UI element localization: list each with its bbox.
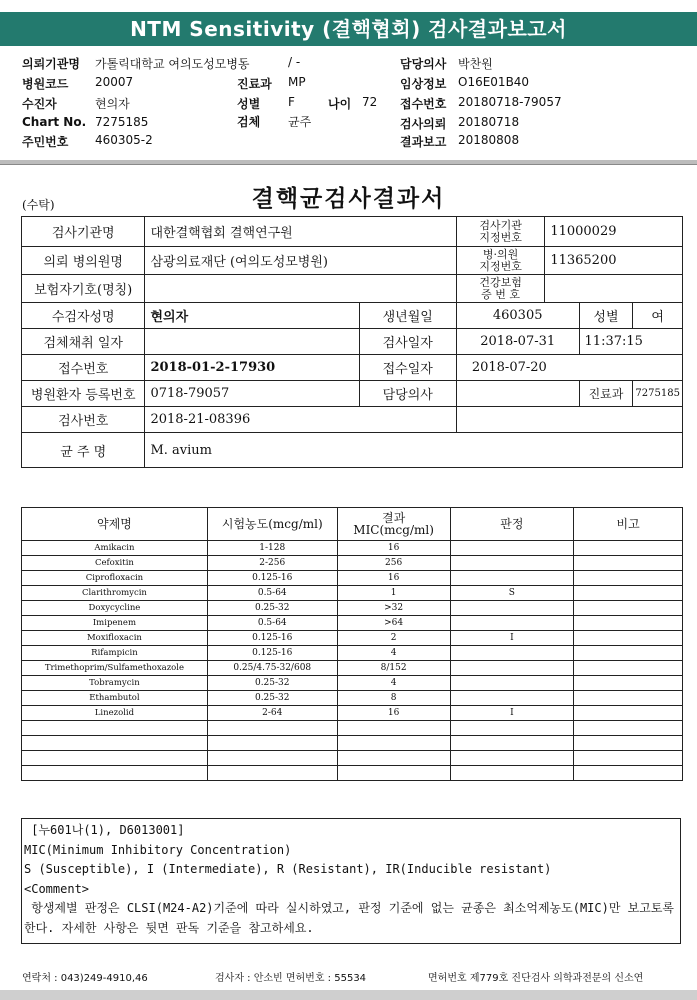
test-date-value: 2018-07-31 xyxy=(456,329,579,355)
table-row xyxy=(22,691,683,706)
chart-value: 7275185 xyxy=(95,115,149,129)
table-cell xyxy=(22,736,208,751)
note-line: MIC(Minimum Inhibitory Concentration) xyxy=(24,842,292,857)
table-row xyxy=(22,736,683,751)
table-cell xyxy=(450,571,574,586)
clinical-value: O16E01B40 xyxy=(458,75,530,89)
table-cell: 2-64 xyxy=(207,706,337,721)
table-cell xyxy=(22,751,208,766)
table-row xyxy=(22,556,683,571)
table-cell xyxy=(574,736,683,751)
sex-value: F xyxy=(288,95,295,109)
footer-license: 면허번호 제779호 진단검사 의학과전문의 신소연 xyxy=(428,973,644,984)
table-cell xyxy=(450,736,574,751)
form-tag: (수탁) xyxy=(22,198,55,212)
clinical-label: 임상정보 xyxy=(400,77,447,91)
table-cell xyxy=(450,601,574,616)
table-cell xyxy=(574,721,683,736)
birth-label: 생년월일 xyxy=(359,303,456,329)
report-label: 결과보고 xyxy=(400,135,447,149)
table-cell xyxy=(337,736,450,751)
table-row xyxy=(22,676,683,691)
table-cell: 0.125-16 xyxy=(207,571,337,586)
table-row xyxy=(22,721,683,736)
receipt-value: 2018-01-2-17930 xyxy=(145,355,359,381)
strain-label: 균 주 명 xyxy=(22,433,145,468)
test-date-label: 검사일자 xyxy=(359,329,456,355)
table-cell xyxy=(574,676,683,691)
table-cell xyxy=(574,766,683,781)
note-line: [누601나(1), D6013001] xyxy=(24,823,185,837)
notes-box xyxy=(21,818,681,944)
table-cell xyxy=(574,601,683,616)
rrn-label: 주민번호 xyxy=(22,135,69,149)
strain-value: M. avium xyxy=(145,433,683,468)
table-cell xyxy=(574,541,683,556)
age-value: 72 xyxy=(362,95,378,109)
table-cell: Ciprofloxacin xyxy=(22,571,208,586)
table-cell xyxy=(450,691,574,706)
test-no-value: 2018-21-08396 xyxy=(145,407,456,433)
birth-value: 460305 xyxy=(456,303,579,329)
test-no-label: 검사번호 xyxy=(22,407,145,433)
table-cell xyxy=(450,751,574,766)
rrn-value: 460305-2 xyxy=(95,133,153,147)
reg-value: 0718-79057 xyxy=(145,381,359,407)
table-cell: 0.125-16 xyxy=(207,631,337,646)
table-cell: Linezolid xyxy=(22,706,208,721)
chart-label: Chart No. xyxy=(22,115,87,129)
table-cell: Ethambutol xyxy=(22,691,208,706)
table-cell xyxy=(450,646,574,661)
receipt-date-label: 접수일자 xyxy=(359,355,456,381)
table-cell xyxy=(207,751,337,766)
name-value: 현의자 xyxy=(145,303,359,329)
table-cell: 0.5-64 xyxy=(207,616,337,631)
patient-label: 수진자 xyxy=(22,97,57,111)
footer-tester: 검사자 : 안소빈 면허번호 : 55534 xyxy=(215,973,367,984)
lab-name-label: 검사기관명 xyxy=(22,217,145,247)
table-cell xyxy=(574,646,683,661)
table-cell xyxy=(207,766,337,781)
footer-contact: 연락처 : 043)249-4910,46 xyxy=(22,973,148,984)
hospital-code-value: 20007 xyxy=(95,75,134,89)
request-label: 검사의뢰 xyxy=(400,117,447,131)
table-cell: 2 xyxy=(337,631,450,646)
table-cell xyxy=(337,766,450,781)
lab-code-value: 11000029 xyxy=(545,217,683,247)
sex-value-form: 여 xyxy=(633,303,683,329)
health-ins-value xyxy=(545,275,683,303)
note-line: 항생제별 판정은 CLSI(M24-A2)기준에 따라 실시하였고, 판정 기준에 없는 균종은 최소억제농도(MIC)만 보고토록 한다. 자세한 사항은 뒷면 판독 기준을 참고하세요. xyxy=(24,901,682,935)
reg-label: 병원환자 등록번호 xyxy=(22,381,145,407)
table-cell xyxy=(574,661,683,676)
table-cell: 16 xyxy=(337,571,450,586)
specimen-label: 검체 xyxy=(237,115,261,129)
table-row xyxy=(22,751,683,766)
bottom-bar xyxy=(0,990,697,1000)
table-cell: 16 xyxy=(337,541,450,556)
insured-label: 보험자기호(명칭) xyxy=(22,275,145,303)
table-cell: S xyxy=(450,586,574,601)
table-cell: 16 xyxy=(337,706,450,721)
note-line: <Comment> xyxy=(24,881,90,896)
receipt-date-value: 2018-07-20 xyxy=(456,355,682,381)
table-row xyxy=(22,616,683,631)
patient-value: 현의자 xyxy=(95,97,130,111)
insured-value xyxy=(145,275,456,303)
header-divider-line xyxy=(0,164,697,165)
table-cell: 0.25/4.75-32/608 xyxy=(207,661,337,676)
hosp-code-label: 병·의원 지정번호 xyxy=(456,247,544,275)
mic-header-cell: 비고 xyxy=(574,508,683,541)
report-value: 20180808 xyxy=(458,133,520,147)
table-cell: Tobramycin xyxy=(22,676,208,691)
table-cell xyxy=(574,751,683,766)
table-cell: 0.25-32 xyxy=(207,676,337,691)
table-cell xyxy=(450,766,574,781)
table-row xyxy=(22,571,683,586)
table-cell: 0.125-16 xyxy=(207,646,337,661)
table-cell: I xyxy=(450,706,574,721)
table-cell: >32 xyxy=(337,601,450,616)
sex-label: 성별 xyxy=(237,97,261,111)
mic-header-cell: 결과 MIC(mcg/ml) xyxy=(337,508,450,541)
table-row xyxy=(22,706,683,721)
table-cell: I xyxy=(450,631,574,646)
specimen-value: 균주 xyxy=(288,115,312,129)
table-cell: >64 xyxy=(337,616,450,631)
table-cell: Moxifloxacin xyxy=(22,631,208,646)
ward-value: / - xyxy=(288,55,301,69)
table-cell xyxy=(337,721,450,736)
table-cell xyxy=(574,616,683,631)
lab-name-value: 대한결핵협회 결핵연구원 xyxy=(145,217,456,247)
table-cell: 4 xyxy=(337,646,450,661)
table-cell xyxy=(22,766,208,781)
table-cell: 0.25-32 xyxy=(207,691,337,706)
table-cell: Clarithromycin xyxy=(22,586,208,601)
table-cell: Amikacin xyxy=(22,541,208,556)
table-cell: Rifampicin xyxy=(22,646,208,661)
table-cell: 0.25-32 xyxy=(207,601,337,616)
doctor-value-form xyxy=(456,381,579,407)
table-cell xyxy=(450,661,574,676)
table-cell xyxy=(574,586,683,601)
table-row xyxy=(22,631,683,646)
table-cell xyxy=(574,571,683,586)
table-row xyxy=(22,601,683,616)
table-cell xyxy=(207,736,337,751)
hosp-code-value: 11365200 xyxy=(545,247,683,275)
table-cell xyxy=(22,721,208,736)
table-cell xyxy=(574,631,683,646)
table-cell: Cefoxitin xyxy=(22,556,208,571)
test-no-empty xyxy=(456,407,682,433)
table-cell: 2-256 xyxy=(207,556,337,571)
dept-label-form: 진료과 xyxy=(579,381,633,407)
table-cell: Doxycycline xyxy=(22,601,208,616)
form-title: 결핵균검사결과서 xyxy=(251,185,446,212)
report-title: NTM Sensitivity (결핵협회) 검사결과보고서 xyxy=(0,12,697,46)
req-hosp-label: 의뢰 병의원명 xyxy=(22,247,145,275)
table-cell: 8 xyxy=(337,691,450,706)
health-ins-label: 건강보험 증 번 호 xyxy=(456,275,544,303)
table-row xyxy=(22,646,683,661)
collect-value xyxy=(145,329,359,355)
doctor-label-form: 담당의사 xyxy=(359,381,456,407)
table-row xyxy=(22,586,683,601)
table-cell: 1-128 xyxy=(207,541,337,556)
table-cell xyxy=(450,721,574,736)
name-label: 수검자성명 xyxy=(22,303,145,329)
table-row xyxy=(22,661,683,676)
table-cell xyxy=(450,541,574,556)
patient-info-table xyxy=(21,216,683,468)
dept-value: MP xyxy=(288,75,306,89)
sex-label-form: 성별 xyxy=(579,303,633,329)
mic-header-cell: 판정 xyxy=(450,508,574,541)
req-hosp-value: 삼광의료재단 (여의도성모병원) xyxy=(145,247,456,275)
table-cell xyxy=(574,691,683,706)
table-cell xyxy=(450,616,574,631)
request-value: 20180718 xyxy=(458,115,520,129)
table-cell: 8/152 xyxy=(337,661,450,676)
collect-label: 검체채취 일자 xyxy=(22,329,145,355)
table-cell: Imipenem xyxy=(22,616,208,631)
lab-code-label: 검사기관 지정번호 xyxy=(456,217,544,247)
mic-header-cell: 약제명 xyxy=(22,508,208,541)
table-cell xyxy=(450,676,574,691)
age-label: 나이 xyxy=(328,97,352,111)
receipt-no-label: 접수번호 xyxy=(400,97,447,111)
table-cell: 4 xyxy=(337,676,450,691)
table-cell xyxy=(574,556,683,571)
test-time-value: 11:37:15 xyxy=(579,329,682,355)
table-cell xyxy=(207,721,337,736)
table-cell: 256 xyxy=(337,556,450,571)
dept-value-form: 7275185 xyxy=(633,381,683,407)
table-row xyxy=(22,766,683,781)
table-cell: 0.5-64 xyxy=(207,586,337,601)
table-cell xyxy=(574,706,683,721)
mic-table xyxy=(21,507,683,781)
table-row xyxy=(22,541,683,556)
institution-value: 가톨릭대학교 여의도성모병동 xyxy=(95,57,250,71)
note-line: S (Susceptible), I (Intermediate), R (Resistant), IR(Inducible resistant) xyxy=(24,862,552,876)
mic-header-cell: 시험농도(mcg/ml) xyxy=(207,508,337,541)
receipt-label: 접수번호 xyxy=(22,355,145,381)
table-cell: Trimethoprim/Sulfamethoxazole xyxy=(22,661,208,676)
hospital-code-label: 병원코드 xyxy=(22,77,69,91)
table-cell xyxy=(337,751,450,766)
receipt-no-value: 20180718-79057 xyxy=(458,95,562,109)
doctor-label: 담당의사 xyxy=(400,57,447,71)
dept-label: 진료과 xyxy=(237,77,272,91)
institution-label: 의뢰기관명 xyxy=(22,57,80,71)
doctor-value: 박찬원 xyxy=(458,57,493,71)
table-cell xyxy=(450,556,574,571)
table-cell: 1 xyxy=(337,586,450,601)
